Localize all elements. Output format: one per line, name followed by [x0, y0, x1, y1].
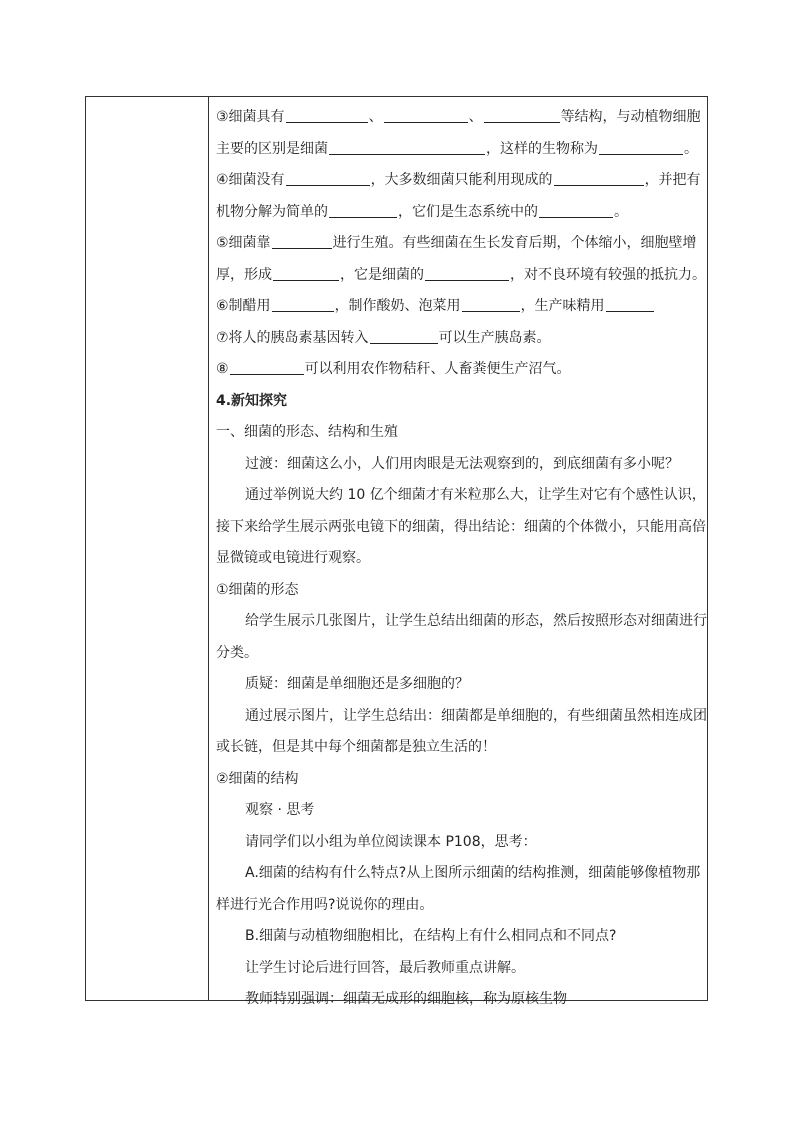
blank [329, 140, 485, 155]
q5-line-2: 厚，形成 ，它是细菌的 ，对不良环境有较强的抵抗力。 [216, 266, 706, 283]
blank [272, 234, 332, 249]
q3-line-2: 主要的区别是细菌 ，这样的生物称为 。 [216, 140, 698, 157]
blank [606, 297, 654, 312]
subsection-heading: 一、细菌的形态、结构和生殖 [216, 424, 398, 440]
blank [286, 108, 368, 123]
paragraph-answer: 或长链，但是其中每个细菌都是独立生活的！ [216, 739, 496, 755]
paragraph-example: 通过举例说大约 10 亿个细菌才有米粒那么大，让学生对它有个感性认识， [245, 487, 706, 503]
paragraph-emphasis: 教师特别强调：细菌无成形的细胞核，称为原核生物 [245, 991, 567, 1007]
lesson-table [85, 96, 708, 1007]
blank [425, 266, 509, 281]
blank [599, 140, 683, 155]
blank [272, 297, 334, 312]
blank [462, 297, 520, 312]
paragraph-discuss: 让学生讨论后进行回答，最后教师重点讲解。 [245, 959, 525, 976]
q3-line-1: ③细菌具有 、 、 等结构，与动植物细胞 [216, 109, 701, 125]
q7-line: ⑦将人的胰岛素基因转入 可以生产胰岛素。 [216, 329, 551, 346]
paragraph-transition: 过渡：细菌这么小，人们用肉眼是无法观察到的，到底细菌有多小呢？ [245, 455, 679, 472]
blank [230, 360, 304, 375]
q4-line-2: 机物分解为简单的 ，它们是生态系统中的 。 [216, 203, 628, 220]
paragraph-shape: 分类。 [216, 644, 258, 661]
blank [384, 108, 468, 123]
q8-line: ⑧ 可以利用农作物秸秆、人畜粪便生产沼气。 [216, 361, 571, 377]
paragraph-question-a: 样进行光合作用吗?说说你的理由。 [216, 896, 434, 913]
blank [484, 108, 560, 123]
q6-line: ⑥制醋用 ，制作酸奶、泡菜用 ，生产味精用 [216, 291, 706, 323]
paragraph-question-b: B.细菌与动植物细胞相比，在结构上有什么相同点和不同点? [245, 928, 617, 944]
blank [286, 171, 370, 186]
paragraph-example: 接下来给学生展示两张电镜下的细菌，得出结论：细菌的个体微小，只能用高倍 [216, 518, 706, 535]
paragraph-observe: 观察 · 思考 [245, 802, 315, 818]
left-column-cell [86, 97, 209, 1000]
q4-line-1: ④细菌没有 ，大多数细菌只能利用现成的 ，并把有 [216, 172, 701, 188]
q5-line-1: ⑤细菌靠 进行生殖。有些细菌在生长发育后期，个体缩小，细胞壁增 [216, 235, 697, 251]
paragraph-shape: 给学生展示几张图片，让学生总结出细菌的形态，然后按照形态对细菌进行 [245, 613, 707, 629]
content-cell [216, 102, 706, 1016]
blank [273, 266, 339, 281]
structure-heading: ②细菌的结构 [216, 770, 299, 787]
blank [539, 203, 613, 218]
paragraph-answer: 通过展示图片，让学生总结出：细菌都是单细胞的，有些细菌虽然相连成团 [245, 707, 707, 724]
blank [329, 203, 397, 218]
blank [370, 329, 438, 344]
blank [554, 171, 644, 186]
paragraph-example: 显微镜或电镜进行观察。 [216, 550, 370, 566]
shape-heading: ①细菌的形态 [216, 581, 299, 598]
section-heading: 4.新知探究 [216, 392, 288, 409]
paragraph-question: 质疑：细菌是单细胞还是多细胞的？ [245, 676, 469, 692]
paragraph-read: 请同学们以小组为单位阅读课本 P108，思考： [245, 833, 537, 850]
paragraph-question-a: A.细菌的结构有什么特点?从上图所示细菌的结构推测，细菌能够像植物那 [245, 865, 701, 881]
